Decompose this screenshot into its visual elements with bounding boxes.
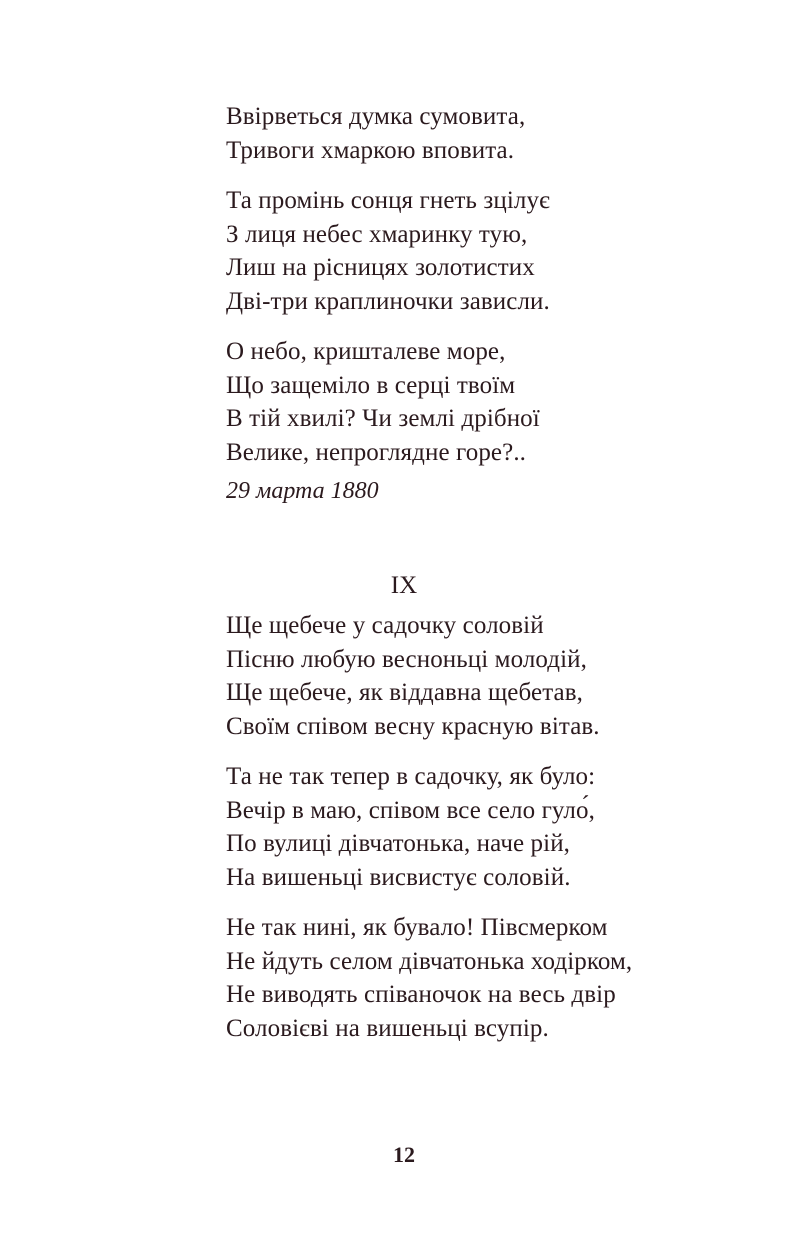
verse-line: Ще щебече у садочку соловій	[226, 612, 544, 639]
verse-line: З лиця небес хмаринку тую,	[226, 220, 528, 248]
stanza-3	[226, 335, 766, 469]
verse-line: По вулиці дівчатонька, наче рій,	[226, 830, 571, 857]
stanza-1	[226, 100, 766, 167]
stanza-6	[226, 911, 766, 1045]
verse-line: Ще щебече, як віддавна щебетав,	[226, 679, 583, 706]
stanza-5	[226, 760, 766, 894]
verse-line: Не виводять співаночок на весь двір	[226, 981, 616, 1008]
verse-line: Дві-три краплиночки зависли.	[226, 287, 550, 315]
page-number: 12	[393, 1142, 415, 1167]
verse-line: О небо, кришталеве море,	[226, 338, 506, 365]
verse-line: Що защеміло в серці твоїм	[226, 371, 516, 399]
verse-line: Пісню любую весноньці молодій,	[226, 645, 587, 673]
verse-line: На вишеньці висвистує соловій.	[226, 863, 571, 891]
verse-line: Та не так тепер в садочку, як було:	[226, 763, 596, 790]
verse-line: Не йдуть селом дівчатонька ходірком,	[226, 947, 633, 975]
verse-line: В тій хвилі? Чи землі дрібної	[226, 405, 540, 432]
verse-line: Ввірветься думка сумовита,	[226, 103, 526, 130]
stanza-4	[226, 609, 766, 743]
verse-line: Лиш на рісницях золотистих	[226, 254, 535, 281]
verse-line: Не так нині, як бувало! Півсмерком	[226, 914, 608, 941]
verse-line: Та промінь сонця гнеть зцілує	[226, 187, 550, 214]
poem-date-block	[226, 476, 766, 506]
stanza-2	[226, 184, 766, 318]
section-heading: IX	[390, 572, 418, 599]
verse-line: Тривоги хмаркою вповита.	[226, 136, 515, 164]
verse-line: Вечір в маю, співом все село гуло́,	[226, 796, 595, 824]
verse-line: Соловієві на вишеньці всупір.	[226, 1014, 549, 1042]
verse-line: Велике, непроглядне горе?..	[226, 438, 527, 466]
poem-date: 29 марта 1880	[226, 478, 379, 504]
verse-line: Своїм співом весну красную вітав.	[226, 712, 600, 740]
